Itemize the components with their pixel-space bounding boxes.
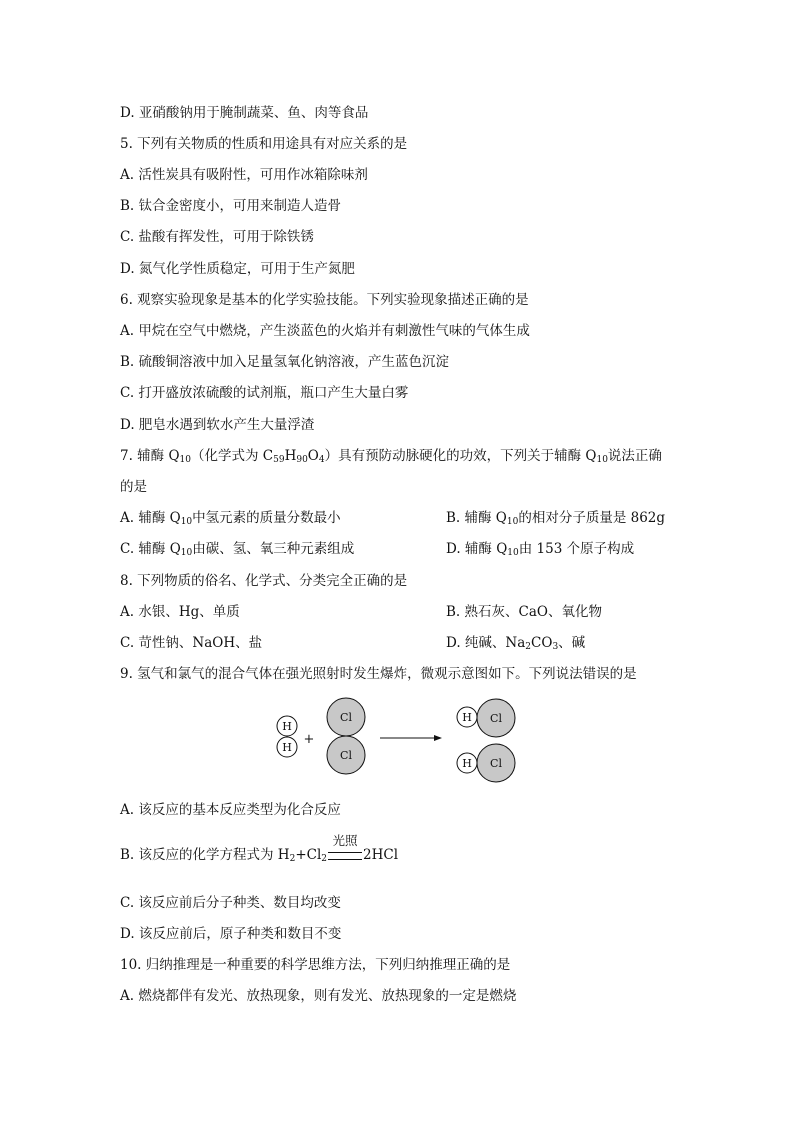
q10-option-a: A. 燃烧都伴有发光、放热现象，则有发光、放热现象的一定是燃烧 <box>120 988 517 1004</box>
q7-option-c: C. 辅酶 $Q_{10}$由碳、氢、氧三种元素组成 <box>120 541 355 558</box>
q9-option-c: C. 该反应前后分子种类、数目均改变 <box>120 895 341 911</box>
reaction-micro-diagram <box>270 696 530 788</box>
q7-option-d: D. 辅酶 $Q_{10}$由 153 个原子构成 <box>446 541 635 558</box>
cl-atom-label: Cl <box>340 749 352 762</box>
question-8-stem: 8. 下列物质的俗名、化学式、分类完全正确的是 <box>120 573 408 589</box>
q7-option-a: A. 辅酶 $Q_{10}$中氢元素的质量分数最小 <box>120 510 341 527</box>
question-7-stem: 7. 辅酶 $Q_{10}$（化学式为 $C_{59}H_{90}O_4$）具有预防动脉硬化的功效，下列关于辅酶 $Q_{10}$说法正确 <box>120 448 662 465</box>
q8-option-d: D. 纯碱、$Na_2CO_3$、碱 <box>446 635 586 652</box>
reaction-condition-sign <box>327 832 363 865</box>
h-atom-label: H <box>282 720 292 733</box>
q9-option-b: B. 该反应的化学方程式为 $H_2+Cl_2$ 光照 2HCl <box>120 832 399 864</box>
q9-option-d: D. 该反应前后，原子种类和数目不变 <box>120 926 342 942</box>
q8-option-a: A. 水银、Hg、单质 <box>120 604 240 620</box>
h-atom-label: H <box>462 757 472 770</box>
q6-option-b: B. 硫酸铜溶液中加入足量氢氧化钠溶液，产生蓝色沉淀 <box>120 354 450 370</box>
h-atom-label: H <box>282 741 292 754</box>
q5-option-c: C. 盐酸有挥发性，可用于除铁锈 <box>120 229 314 245</box>
h-atom-label: H <box>462 711 472 724</box>
q6-option-c: C. 打开盛放浓硫酸的试剂瓶，瓶口产生大量白雾 <box>120 385 409 401</box>
question-7-stem-cont: 的是 <box>120 479 147 495</box>
cl-atom-label: Cl <box>490 712 502 725</box>
question-5-stem: 5. 下列有关物质的性质和用途具有对应关系的是 <box>120 136 408 152</box>
reaction-condition: 光照 <box>332 832 358 848</box>
q6-option-a: A. 甲烷在空气中燃烧，产生淡蓝色的火焰并有刺激性气味的气体生成 <box>120 323 530 339</box>
question-9-stem: 9. 氢气和氯气的混合气体在强光照射时发生爆炸，微观示意图如下。下列说法错误的是 <box>120 666 637 682</box>
question-10-stem: 10. 归纳推理是一种重要的科学思维方法，下列归纳推理正确的是 <box>120 957 511 973</box>
cl-atom-label: Cl <box>490 757 502 770</box>
q8-option-b: B. 熟石灰、CaO、氧化物 <box>446 604 602 620</box>
option-d-q4: D. 亚硝酸钠用于腌制蔬菜、鱼、肉等食品 <box>120 105 369 121</box>
q5-option-d: D. 氮气化学性质稳定，可用于生产氮肥 <box>120 261 355 277</box>
q8-option-c: C. 苛性钠、NaOH、盐 <box>120 635 263 651</box>
plus-sign: + <box>303 732 315 747</box>
q5-option-a: A. 活性炭具有吸附性，可用作冰箱除味剂 <box>120 167 368 183</box>
cl-atom-label: Cl <box>340 711 352 724</box>
question-6-stem: 6. 观察实验现象是基本的化学实验技能。下列实验现象描述正确的是 <box>120 292 529 308</box>
q9-option-a: A. 该反应的基本反应类型为化合反应 <box>120 802 341 818</box>
q6-option-d: D. 肥皂水遇到软水产生大量浮渣 <box>120 417 315 433</box>
q7-option-b: B. 辅酶 $Q_{10}$的相对分子质量是 862g <box>446 510 666 527</box>
q5-option-b: B. 钛合金密度小，可用来制造人造骨 <box>120 198 342 214</box>
